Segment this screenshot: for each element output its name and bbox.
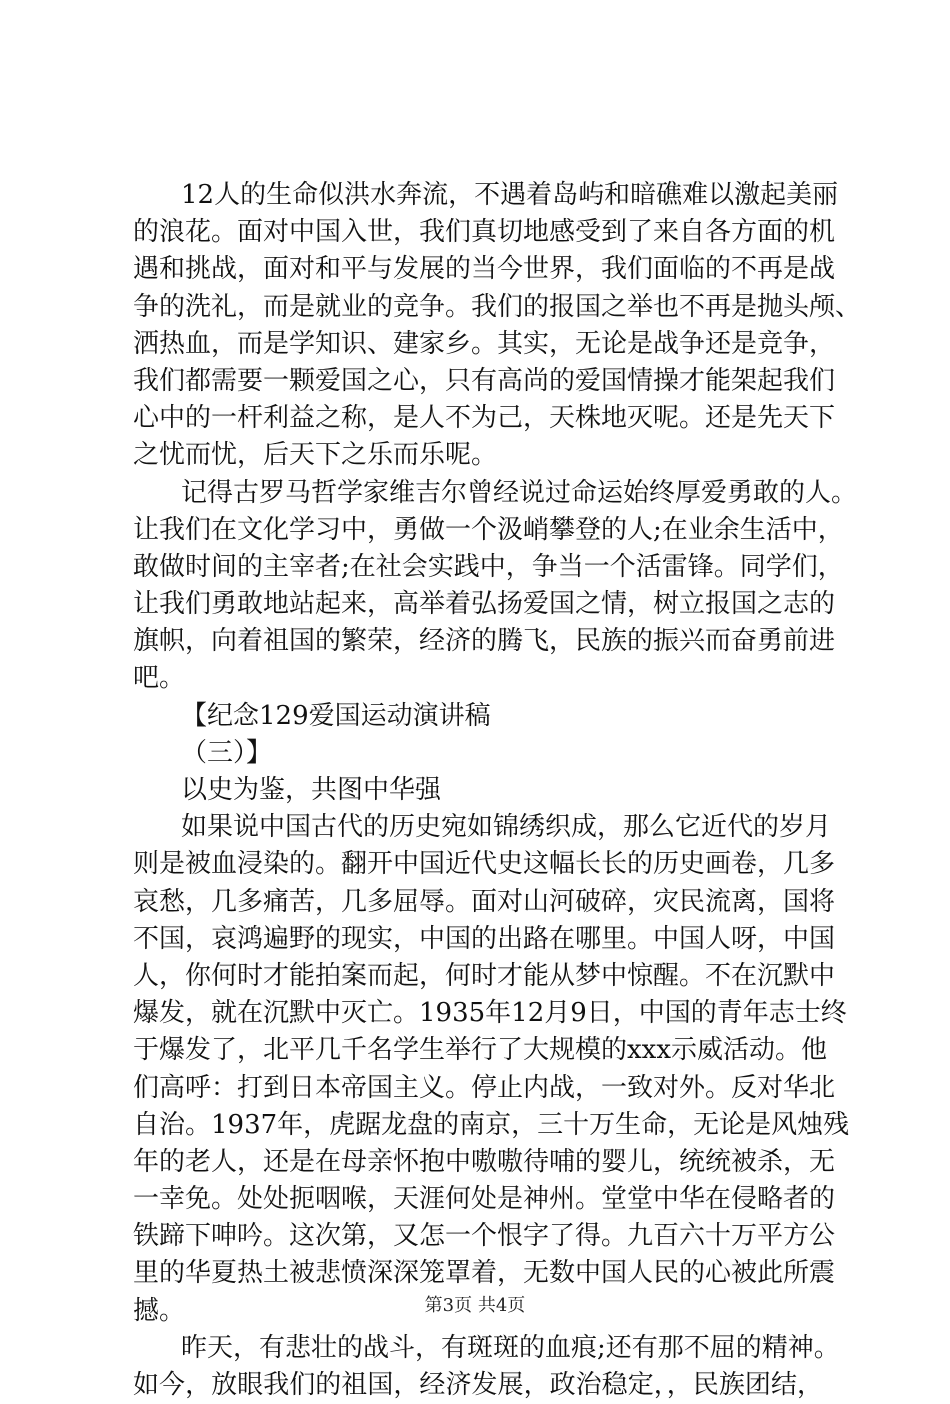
text-line: 年的老人，还是在母亲怀抱中嗷嗷待哺的婴儿，统统被杀，无 xyxy=(133,1146,836,1177)
text-line: 撼。 xyxy=(133,1295,186,1326)
page-footer: 第3页 共4页 xyxy=(424,1295,526,1316)
text-line: 旗帜，向着祖国的繁荣，经济的腾飞，民族的振兴而奋勇前进 xyxy=(133,626,836,657)
text-line: 争的洗礼，而是就业的竞争。我们的报国之举也不再是抛头颅、 xyxy=(133,291,862,322)
text-line: 哀愁，几多痛苦，几多屈辱。面对山河破碎，灾民流离，国将 xyxy=(133,886,836,917)
body-text xyxy=(133,177,862,1404)
text-line: 洒热血，而是学知识、建家乡。其实，无论是战争还是竞争， xyxy=(133,328,836,359)
text-line: 心中的一杆利益之称，是人不为己，天株地灭呢。还是先天下 xyxy=(133,403,836,434)
text-line: 12人的生命似洪水奔流，不遇着岛屿和暗礁难以激起美丽 xyxy=(181,180,839,210)
text-line: 昨天，有悲壮的战斗，有斑斑的血痕;还有那不屈的精神。 xyxy=(181,1332,840,1363)
section-heading: 【纪念129爱国运动演讲稿 xyxy=(181,700,491,731)
text-line: 自治。1937年，虎踞龙盘的南京，三十万生命，无论是风烛残 xyxy=(133,1109,850,1140)
text-line: 我们都需要一颗爱国之心，只有高尚的爱国情操才能架起我们 xyxy=(133,365,836,396)
text-line: 一幸免。处处扼咽喉，天涯何处是神州。堂堂中华在侵略者的 xyxy=(133,1184,836,1215)
section-title: 以史为鉴，共图中华强 xyxy=(181,775,442,805)
text-line: 的浪花。面对中国入世，我们真切地感受到了来自各方面的机 xyxy=(133,217,836,248)
text-line: 则是被血浸染的。翻开中国近代史这幅长长的历史画卷，几多 xyxy=(133,849,836,880)
text-line: 记得古罗马哲学家维吉尔曾经说过命运始终厚爱勇敢的人。 xyxy=(181,477,858,508)
text-line: 爆发，就在沉默中灭亡。1935年12月9日，中国的青年志士终 xyxy=(133,998,847,1029)
text-line: 里的华夏热土被悲愤深深笼罩着，无数中国人民的心被此所震 xyxy=(133,1258,836,1289)
text-line: 如今，放眼我们的祖国，经济发展，政治稳定，，民族团结， xyxy=(133,1370,823,1400)
section-heading-cont: （三）】 xyxy=(181,737,273,768)
text-line: 让我们勇敢地站起来，高举着弘扬爱国之情，树立报国之志的 xyxy=(133,589,836,620)
text-line: 不国，哀鸿遍野的现实，中国的出路在哪里。中国人呀，中国 xyxy=(133,923,836,954)
text-line: 于爆发了，北平几千名学生举行了大规模的xxx示威活动。他 xyxy=(133,1035,827,1066)
text-line: 遇和挑战，面对和平与发展的当今世界，我们面临的不再是战 xyxy=(133,254,836,285)
text-line: 敢做时间的主宰者;在社会实践中，争当一个活雷锋。同学们， xyxy=(133,551,844,582)
text-line: 人，你何时才能拍案而起，何时才能从梦中惊醒。不在沉默中 xyxy=(133,960,836,991)
text-line: 让我们在文化学习中，勇做一个汲峭攀登的人;在业余生活中， xyxy=(133,514,844,545)
text-line: 如果说中国古代的历史宛如锦绣织成，那么它近代的岁月 xyxy=(181,812,832,843)
text-line: 之忧而忧，后天下之乐而乐呢。 xyxy=(133,440,498,471)
text-line: 们高呼：打到日本帝国主义。停止内战，一致对外。反对华北 xyxy=(133,1072,836,1103)
text-line: 吧。 xyxy=(133,663,186,694)
text-line: 铁蹄下呻吟。这次第，又怎一个恨字了得。九百六十万平方公 xyxy=(133,1221,836,1252)
